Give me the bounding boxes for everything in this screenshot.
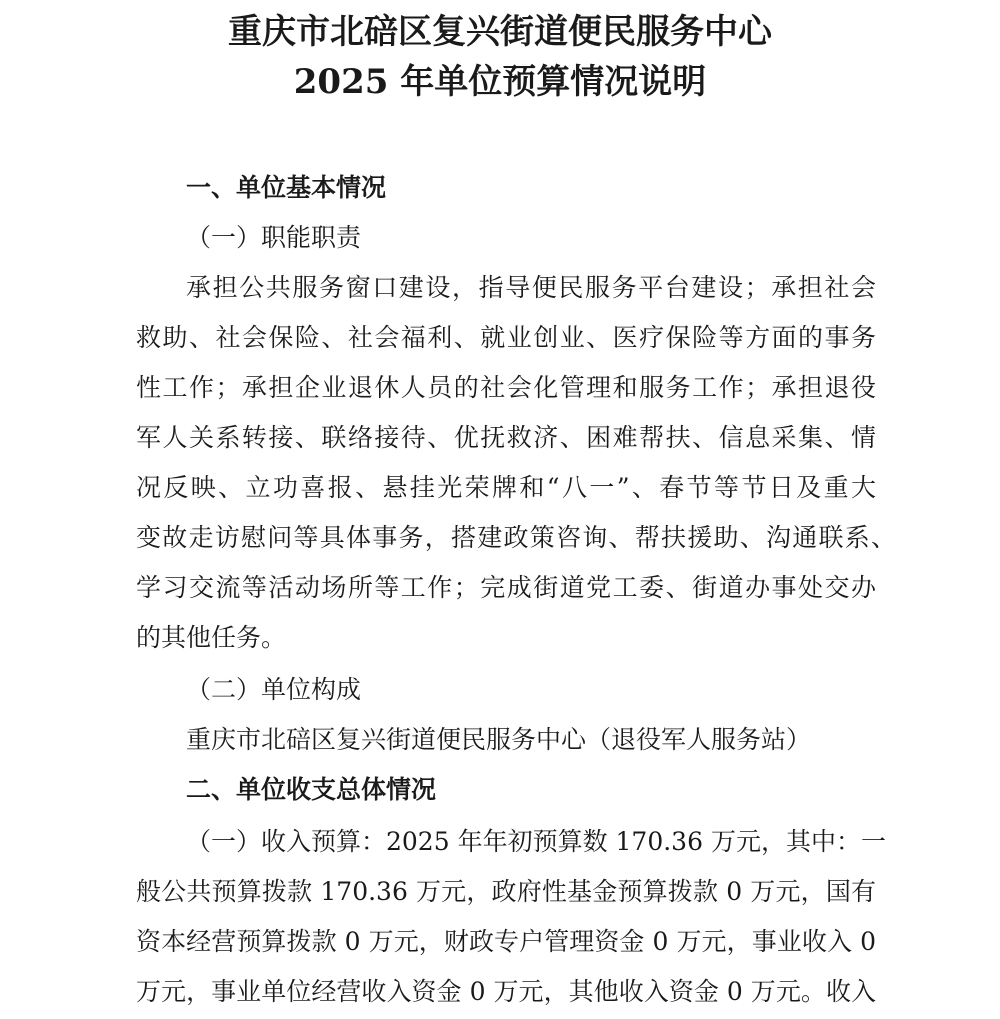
paragraph-line: 况反映、立功喜报、悬挂光荣牌和“八一”、春节等节日及重大 — [136, 473, 876, 502]
paragraph-line: 万元，事业单位经营收入资金 0 万元，其他收入资金 0 万元。收入 — [136, 977, 876, 1006]
section-1-sub-1-heading: （一）职能职责 — [186, 223, 362, 252]
paragraph-line: 变故走访慰问等具体事务，搭建政策咨询、帮扶援助、沟通联系、 — [136, 523, 896, 552]
section-1-heading: 一、单位基本情况 — [186, 173, 387, 202]
paragraph-line: 般公共预算拨款 170.36 万元，政府性基金预算拨款 0 万元，国有 — [136, 877, 876, 906]
paragraph-line: 军人关系转接、联络接待、优抚救济、困难帮扶、信息采集、情 — [136, 423, 876, 452]
paragraph-line: 救助、社会保险、社会福利、就业创业、医疗保险等方面的事务 — [136, 323, 876, 352]
paragraph-line: 性工作；承担企业退休人员的社会化管理和服务工作；承担退役 — [136, 373, 876, 402]
section-2-heading: 二、单位收支总体情况 — [186, 775, 437, 804]
paragraph-line: （一）收入预算：2025 年年初预算数 170.36 万元，其中：一 — [186, 827, 886, 856]
section-1-sub-2-heading: （二）单位构成 — [186, 675, 362, 704]
paragraph-line: 的其他任务。 — [136, 623, 287, 652]
paragraph-line: 资本经营预算拨款 0 万元，财政专户管理资金 0 万元，事业收入 0 — [136, 927, 876, 956]
paragraph-line: 承担公共服务窗口建设，指导便民服务平台建设；承担社会 — [186, 273, 876, 302]
document-title-line-1: 重庆市北碚区复兴街道便民服务中心 — [228, 12, 772, 52]
paragraph-line: 学习交流等活动场所等工作；完成街道党工委、街道办事处交办 — [136, 573, 876, 602]
unit-composition-text: 重庆市北碚区复兴街道便民服务中心（退役军人服务站） — [186, 725, 812, 754]
document-title-line-2: 2025 年单位预算情况说明 — [293, 62, 707, 102]
